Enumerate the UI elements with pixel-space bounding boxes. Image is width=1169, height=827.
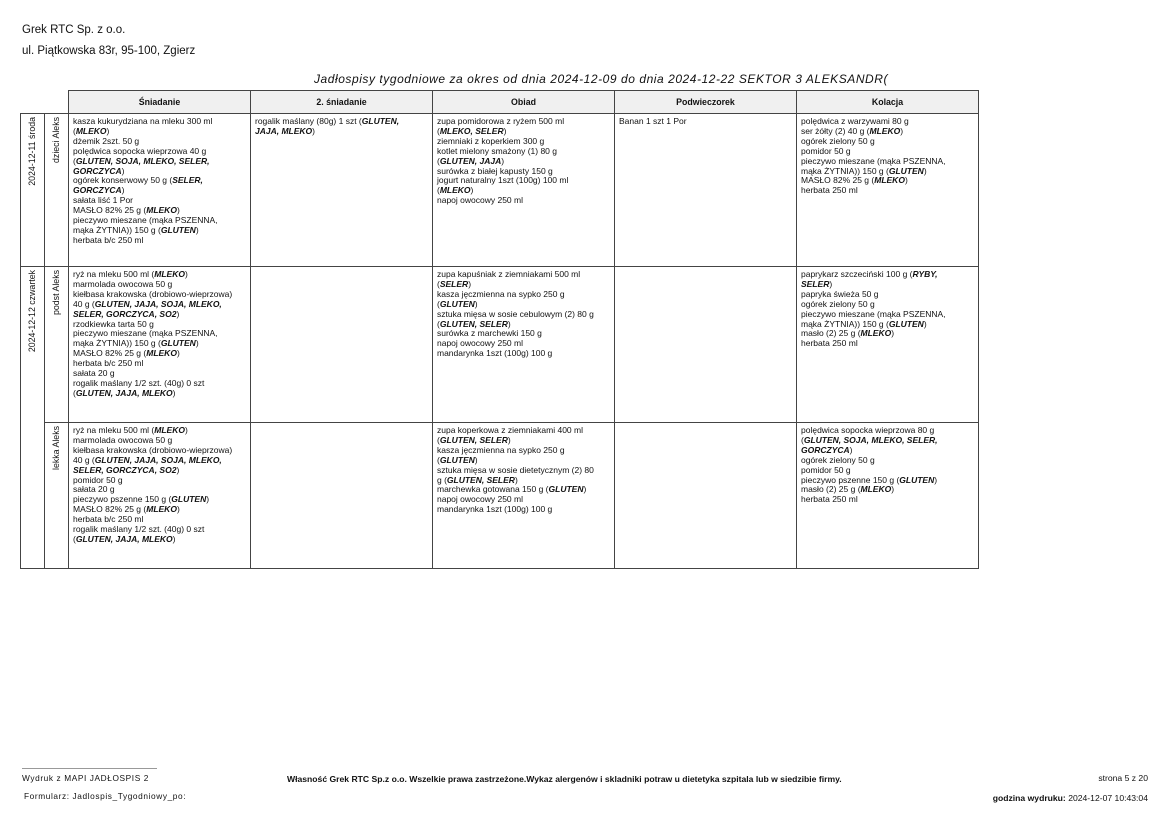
allergen-text: MLEKO: [860, 328, 892, 339]
allergen-text: MLEKO: [146, 504, 177, 515]
meal-text: polędwica sopocka wieprzowa 80 g: [801, 425, 935, 435]
meal-text: pieczywo mieszane (mąka PSZENNA,: [73, 328, 218, 339]
diet-name: podst Aleks: [50, 270, 61, 315]
menu-table: [20, 90, 979, 569]
allergen-text: GLUTEN, JAJA, MLEKO: [75, 387, 173, 398]
meal-text: kasza jęczmienna na sypko 250 g: [437, 288, 565, 299]
meal-line: [801, 186, 974, 196]
column-header-breakfast: Śniadanie: [69, 91, 251, 114]
allergen-text: GLUTEN: [888, 165, 924, 176]
company-name: Grek RTC Sp. z o.o.: [22, 24, 126, 36]
meal-text: pieczywo pszenne 150 g (: [73, 494, 172, 505]
table-row: [21, 267, 979, 423]
meal-cell-lunch: [433, 114, 615, 267]
meal-text: herbata b/c 250 ml: [73, 514, 144, 525]
meal-line: [73, 389, 246, 399]
print-time-label: godzina wydruku:: [992, 793, 1066, 803]
allergen-text: GLUTEN,: [361, 116, 400, 126]
date-cell: [21, 267, 45, 569]
meal-text: g (: [437, 474, 447, 485]
allergen-text: GLUTEN, JAJA, SOJA, MLEKO,: [94, 298, 222, 309]
meal-text: 40 g (: [73, 454, 95, 465]
meal-text: ogórek zielony 50 g: [801, 298, 875, 309]
meal-text: pomidor 50 g: [801, 464, 851, 475]
print-time-value: 2024-12-07 10:43:04: [1068, 793, 1148, 803]
allergen-text: GLUTEN, JAJA, SOJA, MLEKO,: [94, 454, 222, 465]
meal-text: marmolada owocowa 50 g: [73, 434, 173, 445]
meal-text: (: [73, 387, 76, 398]
allergen-text: GLUTEN: [548, 484, 584, 495]
meal-line: [73, 236, 246, 246]
allergen-text: MLEKO: [860, 484, 892, 495]
meal-text: marmolada owocowa 50 g: [73, 278, 173, 289]
table-row: [21, 114, 979, 267]
meal-text: ): [184, 269, 188, 279]
meal-text: ): [176, 464, 180, 475]
meal-text: marchewka gotowana 150 g (: [437, 484, 549, 495]
meal-cell-dinner: [797, 423, 979, 569]
meal-line: [437, 505, 610, 515]
meal-text: napoj owocowy 250 ml: [437, 494, 523, 505]
meal-text: ): [507, 434, 511, 445]
diet-cell: [45, 267, 69, 423]
day-date: 2024-12-12 czwartek: [26, 270, 37, 353]
print-time: [993, 793, 1148, 803]
allergen-text: GLUTEN: [439, 454, 475, 465]
meal-text: polędwica z warzywami 80 g: [801, 116, 909, 126]
meal-text: MASŁO 82% 25 g (: [73, 205, 147, 216]
allergen-text: JAJA, MLEKO: [255, 125, 313, 136]
allergen-text: RYBY,: [912, 269, 938, 279]
meal-text: ogórek konserwowy 50 g (: [73, 175, 173, 186]
meal-text: napoj owocowy 250 ml: [437, 338, 523, 349]
meal-text: polędwica sopocka wieprzowa 40 g: [73, 145, 207, 156]
meal-text: MASŁO 82% 25 g (: [73, 348, 147, 359]
meal-line: [437, 349, 610, 359]
meal-line: [255, 127, 428, 137]
meal-text: ): [514, 474, 518, 485]
meal-text: ): [468, 278, 472, 289]
meal-text: surówka z marchewki 150 g: [437, 328, 542, 339]
meal-text: ): [891, 328, 895, 339]
allergen-text: MLEKO, SELER: [439, 125, 504, 136]
meal-text: ): [900, 125, 904, 136]
meal-text: dżemik 2szt. 50 g: [73, 135, 140, 146]
meal-text: ): [312, 125, 315, 136]
meal-text: pieczywo pszenne 150 g (: [801, 474, 900, 485]
meal-text: (: [437, 278, 440, 289]
allergen-text: GLUTEN: [160, 338, 196, 349]
meal-text: sztuka mięsa w sosie dietetycznym (2) 80: [437, 464, 594, 475]
allergen-text: MLEKO: [154, 269, 185, 279]
meal-text: pomidor 50 g: [73, 474, 123, 485]
diet-cell: [45, 423, 69, 569]
meal-text: mandarynka 1szt (100g) 100 g: [437, 348, 553, 359]
allergen-text: GLUTEN, JAJA: [439, 155, 502, 166]
allergen-text: MLEKO: [874, 175, 905, 186]
meal-text: ): [184, 425, 188, 435]
meal-text: ): [904, 175, 908, 186]
meal-text: (: [437, 298, 440, 309]
meal-text: zupa koperkowa z ziemniakami 400 ml: [437, 425, 583, 435]
meal-text: herbata b/c 250 ml: [73, 234, 144, 245]
page-number: strona 5 z 20: [1098, 773, 1148, 783]
allergen-text: SELER,: [172, 175, 203, 186]
allergen-text: GLUTEN, SELER: [446, 474, 515, 485]
meal-text: 40 g (: [73, 298, 95, 309]
meal-text: rogalik maślany (80g) 1 szt (: [255, 116, 362, 126]
meal-text: ): [121, 185, 125, 196]
meal-text: ): [474, 298, 478, 309]
meal-text: (: [437, 454, 440, 465]
table-row: [21, 423, 979, 569]
meal-text: papryka świeża 50 g: [801, 288, 879, 299]
allergen-text: SELER, GORCZYCA, SO2: [73, 308, 177, 319]
meal-text: pieczywo mieszane (mąka PSZENNA,: [801, 155, 946, 166]
meal-line: [437, 196, 610, 206]
meal-cell-dinner: [797, 267, 979, 423]
column-header-afternoon-snack: Podwieczorek: [615, 91, 797, 114]
footer-generator: Wydruk z MAPI JADŁOSPIS 2: [22, 773, 149, 783]
meal-text: ogórek zielony 50 g: [801, 135, 875, 146]
meal-text: ): [176, 504, 180, 515]
meal-text: kiełbasa krakowska (drobiowo-wieprzowa): [73, 288, 233, 299]
column-header-lunch: Obiad: [433, 91, 615, 114]
meal-cell-second-breakfast: [251, 114, 433, 267]
meal-text: kasza jęczmienna na sypko 250 g: [437, 444, 565, 455]
meal-text: ): [583, 484, 587, 495]
meal-cell-lunch: [433, 267, 615, 423]
meal-text: ): [923, 318, 927, 329]
allergen-text: MLEKO: [869, 125, 901, 136]
meal-text: rogalik maślany 1/2 szt. (40g) 0 szt: [73, 377, 205, 388]
meal-text: (: [437, 318, 440, 329]
meal-text: masło (2) 25 g (: [801, 328, 861, 339]
meal-text: pieczywo mieszane (mąka PSZENNA,: [801, 308, 946, 319]
meal-cell-lunch: [433, 423, 615, 569]
allergen-text: GLUTEN: [899, 474, 935, 485]
meal-cell-afternoon-snack: [615, 423, 797, 569]
meal-line: [801, 495, 974, 505]
meal-cell-afternoon-snack: [615, 267, 797, 423]
header-blank: [45, 91, 69, 114]
meal-cell-breakfast: [69, 267, 251, 423]
meal-line: [801, 339, 974, 349]
meal-text: (: [437, 185, 440, 196]
meal-text: mandarynka 1szt (100g) 100 g: [437, 504, 553, 515]
allergen-text: GLUTEN, SOJA, MLEKO, SELER,: [75, 155, 210, 166]
meal-cell-dinner: [797, 114, 979, 267]
meal-line: [619, 117, 792, 127]
allergen-text: GLUTEN: [439, 298, 475, 309]
allergen-text: SELER: [439, 278, 469, 289]
meal-text: (: [437, 125, 440, 136]
meal-text: mąka ŻYTNIA)) 150 g (: [801, 318, 889, 329]
meal-text: ): [474, 454, 478, 465]
allergen-text: GORCZYCA: [73, 165, 122, 176]
meal-text: paprykarz szczeciński 100 g (: [801, 269, 913, 279]
meal-text: MASŁO 82% 25 g (: [73, 504, 147, 515]
meal-text: ): [501, 155, 505, 166]
meal-text: rzodkiewka tarta 50 g: [73, 318, 154, 329]
allergen-text: GLUTEN, JAJA, MLEKO: [75, 533, 173, 544]
meal-text: ): [121, 165, 125, 176]
allergen-text: MLEKO: [154, 425, 185, 435]
meal-text: ): [829, 278, 833, 289]
day-date: 2024-12-11 środa: [26, 117, 37, 186]
meal-text: (: [437, 434, 440, 445]
meal-text: mąka ŻYTNIA)) 150 g (: [73, 338, 161, 349]
meal-text: (: [437, 155, 440, 166]
diet-name: dzieci Aleks: [50, 117, 61, 163]
meal-cell-afternoon-snack: [615, 114, 797, 267]
meal-text: (: [801, 434, 804, 445]
company-address: ul. Piątkowska 83r, 95-100, Zgierz: [22, 45, 196, 57]
meal-text: ryż na mleku 500 ml (: [73, 425, 155, 435]
meal-text: jogurt naturalny 1szt (100g) 100 ml: [437, 175, 569, 186]
allergen-text: GORCZYCA: [73, 185, 122, 196]
meal-text: herbata b/c 250 ml: [73, 358, 144, 369]
meal-text: kiełbasa krakowska (drobiowo-wieprzowa): [73, 444, 233, 455]
meal-text: herbata 250 ml: [801, 494, 858, 505]
allergen-text: SELER: [801, 278, 830, 289]
meal-text: Banan 1 szt 1 Por: [619, 116, 687, 126]
diet-cell: [45, 114, 69, 267]
meal-text: ): [503, 125, 507, 136]
footer-divider: [22, 768, 157, 769]
meal-text: napoj owocowy 250 ml: [437, 195, 523, 206]
allergen-text: GLUTEN, SELER: [439, 434, 508, 445]
header-blank: [21, 91, 45, 114]
diet-name: lekka Aleks: [50, 426, 61, 471]
header-row: [21, 91, 979, 114]
meal-text: zupa pomidorowa z ryżem 500 ml: [437, 116, 565, 126]
meal-cell-second-breakfast: [251, 423, 433, 569]
meal-line: [73, 535, 246, 545]
meal-text: sztuka mięsa w sosie cebulowym (2) 80 g: [437, 308, 594, 319]
allergen-text: SELER, GORCZYCA, SO2: [73, 464, 177, 475]
meal-text: herbata 250 ml: [801, 185, 858, 196]
meal-text: ): [172, 533, 176, 544]
allergen-text: GLUTEN, SELER: [439, 318, 508, 329]
meal-text: ): [849, 444, 853, 455]
meal-text: sałata 20 g: [73, 368, 115, 379]
allergen-text: GLUTEN: [888, 318, 924, 329]
meal-text: rogalik maślany 1/2 szt. (40g) 0 szt: [73, 524, 205, 535]
allergen-text: GLUTEN: [171, 494, 207, 505]
meal-text: (: [73, 533, 76, 544]
meal-text: mąka ŻYTNIA)) 150 g (: [801, 165, 889, 176]
meal-text: ): [206, 494, 210, 505]
allergen-text: MLEKO: [439, 185, 471, 196]
meal-text: zupa kapuśniak z ziemniakami 500 ml: [437, 269, 581, 279]
meal-cell-breakfast: [69, 114, 251, 267]
date-cell: [21, 114, 45, 267]
footer-form-name: Formularz: Jadlospis_Tygodniowy_po:: [24, 791, 187, 801]
allergen-text: MLEKO: [75, 125, 107, 136]
meal-text: ogórek zielony 50 g: [801, 454, 875, 465]
meal-text: herbata 250 ml: [801, 338, 858, 349]
meal-cell-second-breakfast: [251, 267, 433, 423]
meal-text: ): [507, 318, 511, 329]
meal-text: ): [195, 224, 199, 235]
meal-text: pomidor 50 g: [801, 145, 851, 156]
meal-text: sałata 20 g: [73, 484, 115, 495]
allergen-text: GLUTEN, SOJA, MLEKO, SELER,: [803, 434, 938, 445]
meal-text: ): [176, 308, 180, 319]
column-header-second-breakfast: 2. śniadanie: [251, 91, 433, 114]
meal-text: ): [923, 165, 927, 176]
allergen-text: GORCZYCA: [801, 444, 850, 455]
meal-text: (: [73, 155, 76, 166]
meal-text: ser żółty (2) 40 g (: [801, 125, 870, 136]
document-title: Jadłospisy tygodniowe za okres od dnia 2024-12-09 do dnia 2024-12-22 SEKTOR 3 ALEKSANDR(: [314, 72, 889, 86]
meal-text: ): [172, 387, 176, 398]
meal-text: MASŁO 82% 25 g (: [801, 175, 875, 186]
meal-text: sałata liść 1 Por: [73, 195, 133, 206]
meal-cell-breakfast: [69, 423, 251, 569]
meal-text: kotlet mielony smażony (1) 80 g: [437, 145, 557, 156]
meal-text: ): [195, 338, 199, 349]
allergen-text: MLEKO: [146, 348, 177, 359]
meal-text: ): [176, 348, 180, 359]
meal-text: ziemniaki z koperkiem 300 g: [437, 135, 545, 146]
footer-ownership-notice: Własność Grek RTC Sp.z o.o. Wszelkie prawa zastrzeżone.Wykaz alergenów i skladniki potraw u dietetyka szpitala lub w siedzibie firmy.: [287, 774, 842, 784]
meal-text: masło (2) 25 g (: [801, 484, 861, 495]
meal-text: ): [470, 185, 474, 196]
meal-text: ryż na mleku 500 ml (: [73, 269, 155, 279]
meal-text: ): [176, 205, 180, 216]
meal-text: pieczywo mieszane (mąka PSZENNA,: [73, 215, 218, 226]
allergen-text: MLEKO: [146, 205, 177, 216]
meal-text: ): [106, 125, 110, 136]
meal-text: (: [73, 125, 76, 136]
meal-text: mąka ŻYTNIA)) 150 g (: [73, 224, 161, 235]
meal-text: ): [934, 474, 938, 485]
meal-text: kasza kukurydziana na mleku 300 ml: [73, 116, 213, 126]
meal-text: surówka z białej kapusty 150 g: [437, 165, 553, 176]
allergen-text: GLUTEN: [160, 224, 196, 235]
column-header-dinner: Kolacja: [797, 91, 979, 114]
meal-text: ): [891, 484, 895, 495]
